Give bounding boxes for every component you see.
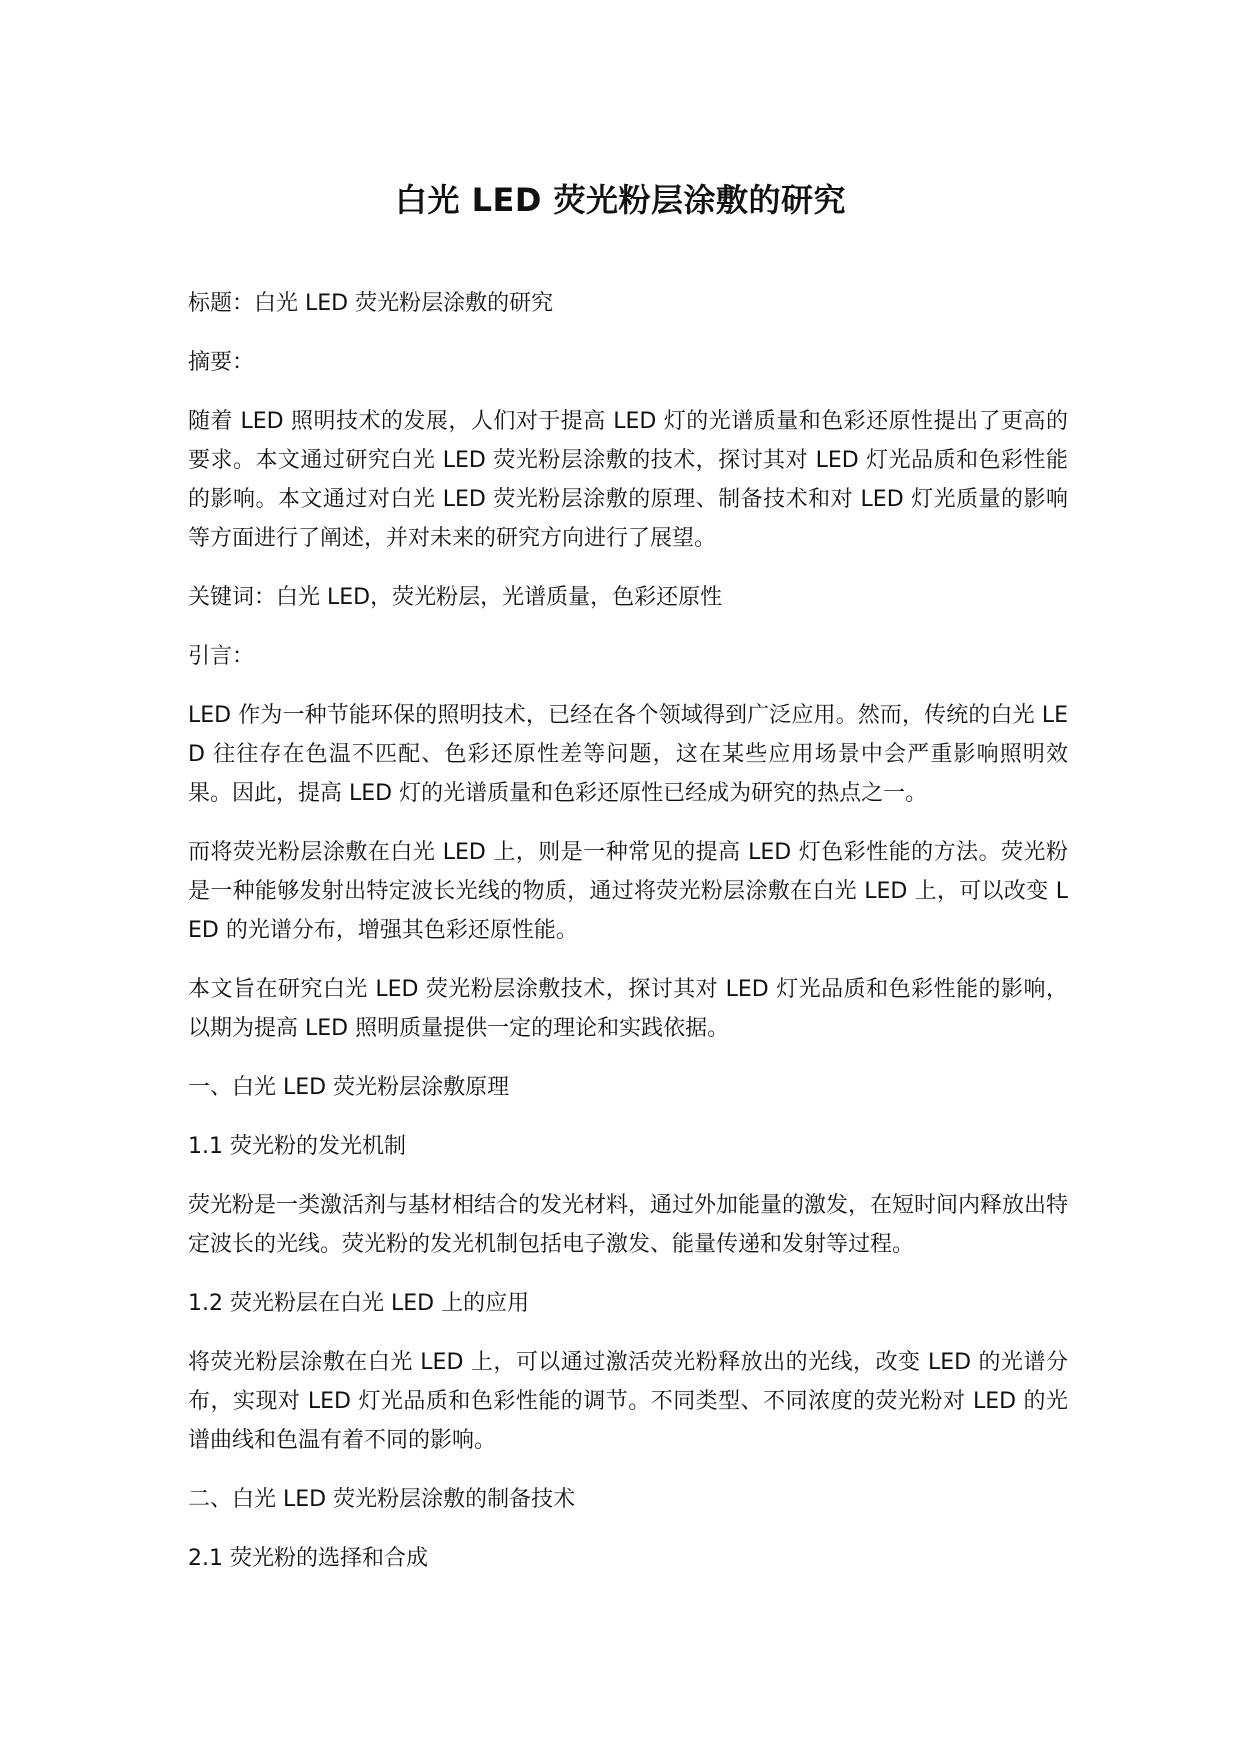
document-body <box>188 284 1068 1578</box>
abstract-heading: 摘要： <box>188 350 255 375</box>
subsection-2-1-heading: 2.1 荧光粉的选择和合成 <box>188 1546 428 1571</box>
keywords-line: 关键词：白光 LED，荧光粉层，光谱质量，色彩还原性 <box>188 585 723 610</box>
subsection-1-1-heading: 1.1 荧光粉的发光机制 <box>188 1134 406 1159</box>
introduction-paragraph-2: 而将荧光粉层涂敷在白光 LED 上，则是一种常见的提高 LED 灯色彩性能的方法。荧光粉是一种能够发射出特定波长光线的物质，通过将荧光粉层涂敷在白光 LED 上，可以改变 LED 的光谱分布，增强其色彩还原性能。 <box>188 840 1068 943</box>
document-title: 白光 LED 荧光粉层涂敷的研究 <box>394 181 847 219</box>
title-line: 标题：白光 LED 荧光粉层涂敷的研究 <box>188 291 554 316</box>
introduction-heading: 引言： <box>188 644 255 669</box>
abstract-paragraph: 随着 LED 照明技术的发展，人们对于提高 LED 灯的光谱质量和色彩还原性提出了更高的要求。本文通过研究白光 LED 荧光粉层涂敷的技术，探讨其对 LED 灯光品质和色彩性能的影响。本文通过对白光 LED 荧光粉层涂敷的原理、制备技术和对 LED 灯光质量的影响等方面进行了阐述，并对未来的研究方向进行了展望。 <box>188 409 1068 551</box>
introduction-paragraph-3: 本文旨在研究白光 LED 荧光粉层涂敷技术，探讨其对 LED 灯光品质和色彩性能的影响，以期为提高 LED 照明质量提供一定的理论和实践依据。 <box>188 977 1068 1041</box>
introduction-paragraph-1: LED 作为一种节能环保的照明技术，已经在各个领域得到广泛应用。然而，传统的白光 LED 往往存在色温不匹配、色彩还原性差等问题，这在某些应用场景中会严重影响照明效果。因此，提高 LED 灯的光谱质量和色彩还原性已经成为研究的热点之一。 <box>188 703 1068 806</box>
subsection-1-1-paragraph: 荧光粉是一类激活剂与基材相结合的发光材料，通过外加能量的激发，在短时间内释放出特定波长的光线。荧光粉的发光机制包括电子激发、能量传递和发射等过程。 <box>188 1193 1069 1257</box>
subsection-1-2-paragraph: 将荧光粉层涂敷在白光 LED 上，可以通过激活荧光粉释放出的光线，改变 LED 的光谱分布，实现对 LED 灯光品质和色彩性能的调节。不同类型、不同浓度的荧光粉对 LED 的光谱曲线和色温有着不同的影响。 <box>188 1350 1068 1453</box>
section-2-heading: 二、白光 LED 荧光粉层涂敷的制备技术 <box>188 1487 576 1512</box>
section-1-heading: 一、白光 LED 荧光粉层涂敷原理 <box>188 1075 510 1100</box>
subsection-1-2-heading: 1.2 荧光粉层在白光 LED 上的应用 <box>188 1291 530 1316</box>
